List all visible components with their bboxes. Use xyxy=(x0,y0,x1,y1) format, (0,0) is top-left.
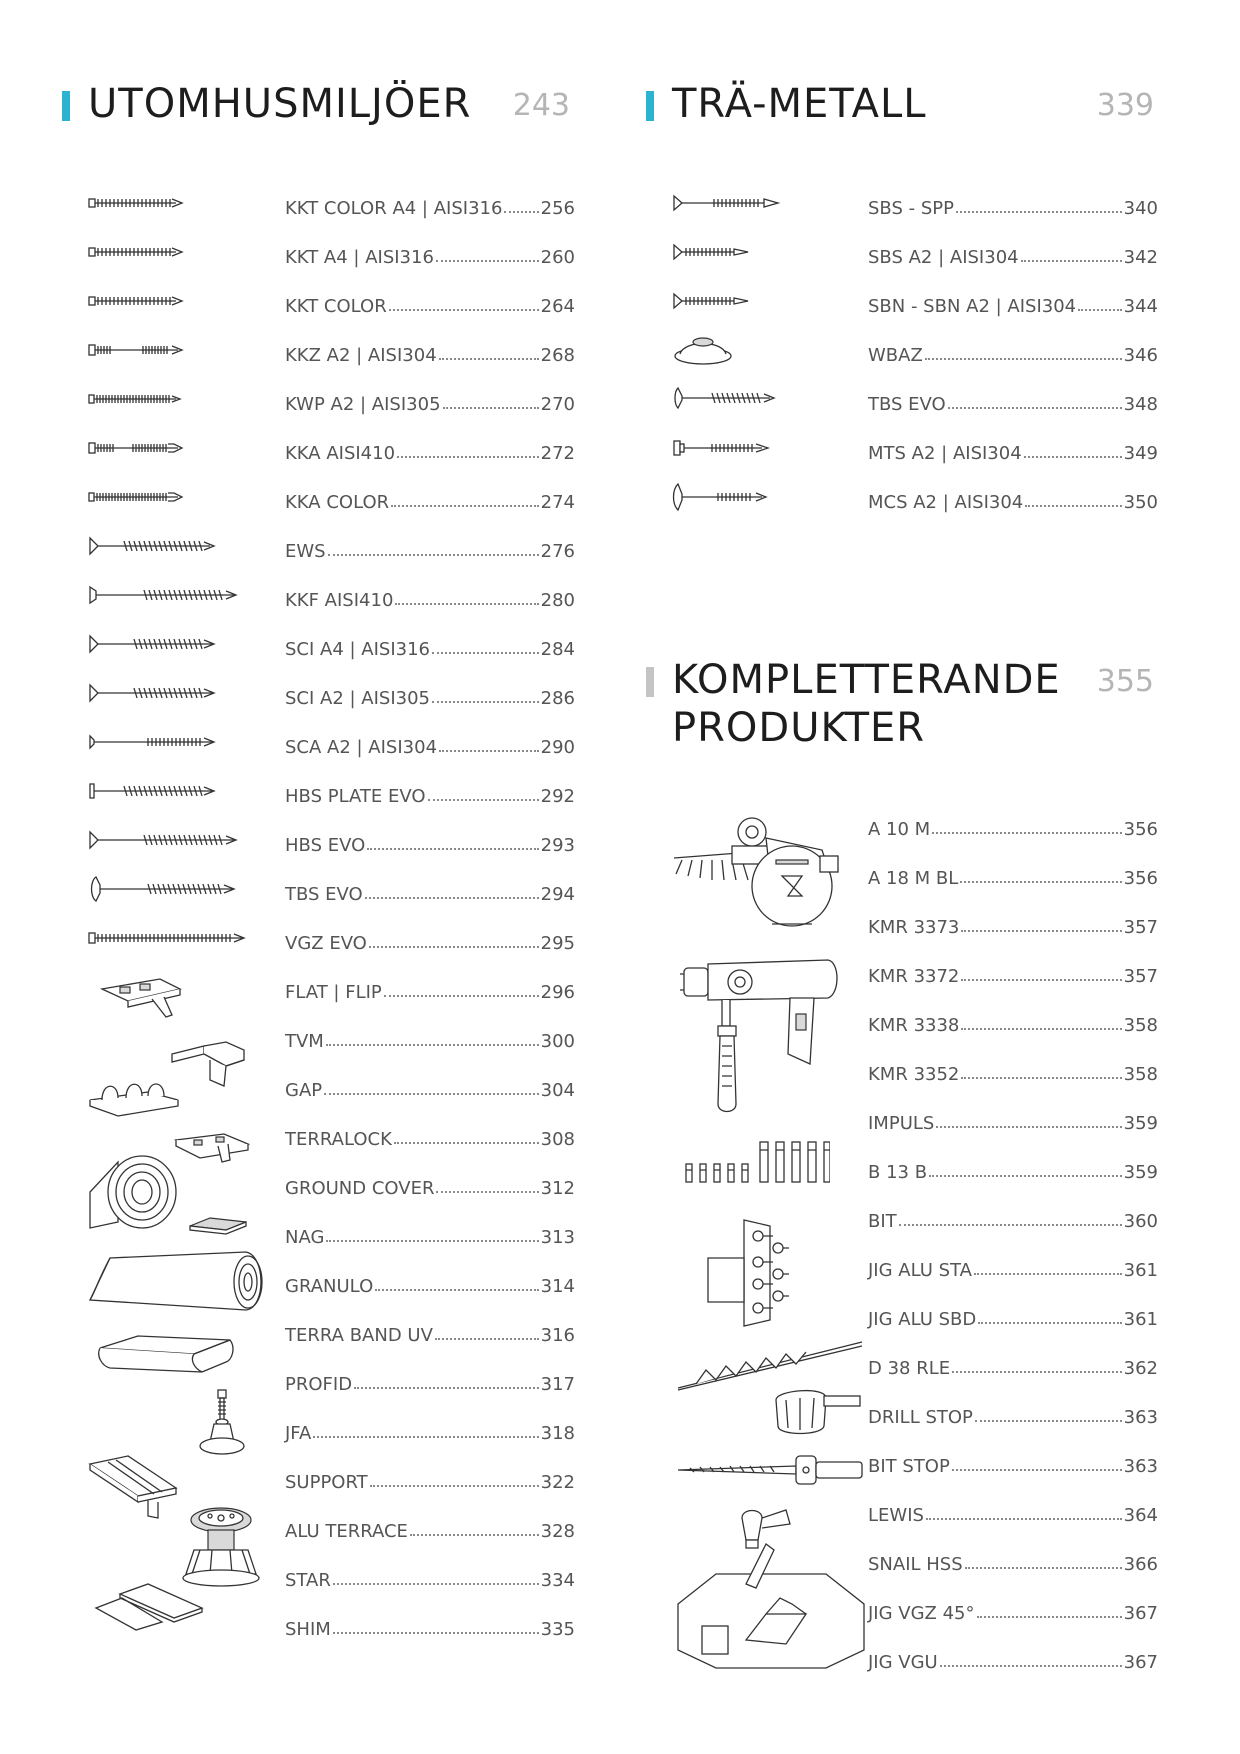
leader-dots xyxy=(974,1273,1122,1275)
leader-dots xyxy=(369,946,539,948)
toc-entry[interactable] xyxy=(285,826,575,856)
entry-page: 349 xyxy=(1123,443,1158,464)
entry-label: SBS - SPP xyxy=(868,198,954,219)
leader-dots xyxy=(410,1534,539,1536)
entry-page: 293 xyxy=(540,835,575,856)
section-page-number: 339 xyxy=(1096,88,1154,123)
toc-entry[interactable] xyxy=(285,1071,575,1101)
entry-label: EWS xyxy=(285,541,326,562)
entry-label: TBS EVO xyxy=(285,884,363,905)
toc-entry[interactable] xyxy=(285,1463,575,1493)
entry-page: 342 xyxy=(1123,247,1158,268)
entry-label: KKA AISI410 xyxy=(285,443,396,464)
toc-entry[interactable] xyxy=(285,1316,575,1346)
entry-page: 300 xyxy=(540,1031,575,1052)
entry-label: TBS EVO xyxy=(868,394,946,415)
entry-page: 313 xyxy=(540,1227,575,1248)
screw-sci-icon xyxy=(88,683,218,703)
entry-label: JIG VGZ 45° xyxy=(868,1603,975,1624)
leader-dots xyxy=(975,1420,1122,1422)
section-title: KOMPLETTERANDE PRODUKTER xyxy=(672,657,1061,751)
leader-dots xyxy=(443,407,539,409)
toc-entry[interactable] xyxy=(868,908,1158,938)
toc-entry[interactable] xyxy=(285,189,575,219)
entry-page: 314 xyxy=(540,1276,575,1297)
toc-entry[interactable] xyxy=(285,777,575,807)
entry-page: 276 xyxy=(540,541,575,562)
leader-dots xyxy=(940,1665,1122,1667)
entry-list xyxy=(285,0,575,1754)
leader-dots xyxy=(328,554,539,556)
leader-dots xyxy=(394,1142,539,1144)
leader-dots xyxy=(326,1240,538,1242)
entry-label: KKA COLOR xyxy=(285,492,390,513)
toc-entry[interactable] xyxy=(868,1496,1158,1526)
entry-page: 292 xyxy=(540,786,575,807)
screw-kkt-icon xyxy=(88,245,184,259)
gap-clip-icon xyxy=(88,1078,180,1118)
entry-label: MTS A2 | AISI304 xyxy=(868,443,1022,464)
entry-label: KMR 3373 xyxy=(868,917,960,938)
toc-entry[interactable] xyxy=(285,1512,575,1542)
leader-dots xyxy=(365,897,539,899)
toc-entry[interactable] xyxy=(868,810,1158,840)
entry-page: 358 xyxy=(1123,1064,1158,1085)
entry-page: 367 xyxy=(1123,1603,1158,1624)
screw-kka-color-icon xyxy=(88,490,184,504)
leader-dots xyxy=(961,1077,1121,1079)
entry-page: 363 xyxy=(1123,1407,1158,1428)
jfa-profile-icon xyxy=(88,1454,178,1520)
entry-label: GRANULO xyxy=(285,1276,374,1297)
entry-page: 340 xyxy=(1123,198,1158,219)
entry-label: KKT COLOR A4 | AISI316 xyxy=(285,198,503,219)
entry-label: HBS EVO xyxy=(285,835,366,856)
leader-dots xyxy=(961,979,1121,981)
star-shim-icon xyxy=(92,1582,204,1632)
leader-dots xyxy=(436,1191,538,1193)
toc-entry[interactable] xyxy=(285,581,575,611)
section-page-number: 243 xyxy=(512,88,570,123)
entry-label: BIT STOP xyxy=(868,1456,950,1477)
toc-entry[interactable] xyxy=(285,924,575,954)
entry-page: 280 xyxy=(540,590,575,611)
leader-dots xyxy=(439,750,539,752)
leader-dots xyxy=(326,1044,539,1046)
toc-entry[interactable] xyxy=(285,1267,575,1297)
entry-page: 356 xyxy=(1123,819,1158,840)
screw-sci-icon xyxy=(88,634,218,654)
entry-page: 363 xyxy=(1123,1456,1158,1477)
toc-entry[interactable] xyxy=(285,1561,575,1591)
entry-page: 359 xyxy=(1123,1162,1158,1183)
entry-label: SHIM xyxy=(285,1619,331,1640)
entry-label: DRILL STOP xyxy=(868,1407,973,1428)
entry-page: 264 xyxy=(540,296,575,317)
screwdriver-attachment-icon xyxy=(672,816,842,928)
screw-ews-icon xyxy=(88,536,218,556)
entry-page: 335 xyxy=(540,1619,575,1640)
screw-vgz-evo-icon xyxy=(88,930,248,946)
toc-entry[interactable] xyxy=(868,859,1158,889)
section-accent-bar xyxy=(646,91,654,121)
entry-page: 364 xyxy=(1123,1505,1158,1526)
screw-sca-icon xyxy=(88,732,218,752)
jig-vgz-icon xyxy=(676,1504,866,1672)
entry-label: JIG ALU SBD xyxy=(868,1309,977,1330)
toc-entry[interactable] xyxy=(868,1398,1158,1428)
entry-page: 367 xyxy=(1123,1652,1158,1673)
entry-label: JIG ALU STA xyxy=(868,1260,972,1281)
leader-dots xyxy=(952,1469,1122,1471)
leader-dots xyxy=(375,1289,538,1291)
entry-page: 260 xyxy=(540,247,575,268)
entry-label: A 10 M xyxy=(868,819,931,840)
entry-page: 317 xyxy=(540,1374,575,1395)
entry-label: JIG VGU xyxy=(868,1652,938,1673)
entry-label: SNAIL HSS xyxy=(868,1554,963,1575)
flat-flip-clip-icon xyxy=(98,975,184,1021)
entry-page: 361 xyxy=(1123,1309,1158,1330)
jig-alu-icon xyxy=(704,1218,804,1328)
screw-tbs-evo-icon xyxy=(672,386,778,410)
entry-label: D 38 RLE xyxy=(868,1358,951,1379)
leader-dots xyxy=(929,1175,1122,1177)
drill-icon xyxy=(678,954,848,1116)
toc-entry[interactable] xyxy=(285,1365,575,1395)
entry-page: 334 xyxy=(540,1570,575,1591)
toc-entry[interactable] xyxy=(868,1594,1158,1624)
entry-page: 304 xyxy=(540,1080,575,1101)
toc-entry[interactable] xyxy=(868,1202,1158,1232)
screw-kkt-icon xyxy=(88,196,184,210)
entry-page: 358 xyxy=(1123,1015,1158,1036)
entry-page: 286 xyxy=(540,688,575,709)
leader-dots xyxy=(926,1518,1122,1520)
entry-label: TVM xyxy=(285,1031,324,1052)
toc-entry[interactable] xyxy=(868,1643,1158,1673)
entry-label: STAR xyxy=(285,1570,331,1591)
toc-entry[interactable] xyxy=(285,434,575,464)
entry-label: A 18 M BL xyxy=(868,868,959,889)
toc-entry[interactable] xyxy=(285,1610,575,1640)
entry-label: SUPPORT xyxy=(285,1472,368,1493)
leader-dots xyxy=(977,1616,1122,1618)
entry-page: 344 xyxy=(1123,296,1158,317)
toc-entry[interactable] xyxy=(285,1414,575,1444)
leader-dots xyxy=(961,930,1121,932)
entry-page: 362 xyxy=(1123,1358,1158,1379)
support-pedestal-icon xyxy=(178,1504,264,1590)
toc-entry[interactable] xyxy=(285,385,575,415)
toc-entry[interactable] xyxy=(868,957,1158,987)
entry-label: JFA xyxy=(285,1423,312,1444)
section-accent-bar xyxy=(646,667,654,697)
entry-label: FLAT | FLIP xyxy=(285,982,382,1003)
entry-label: NAG xyxy=(285,1227,325,1248)
toc-entry[interactable] xyxy=(285,483,575,513)
entry-page: 256 xyxy=(540,198,575,219)
toc-entry[interactable] xyxy=(285,287,575,317)
toc-entry[interactable] xyxy=(868,1153,1158,1183)
leader-dots xyxy=(367,848,538,850)
leader-dots xyxy=(978,1322,1121,1324)
toc-entry[interactable] xyxy=(285,1120,575,1150)
leader-dots xyxy=(389,309,539,311)
entry-label: PROFID xyxy=(285,1374,353,1395)
toc-entry[interactable] xyxy=(285,679,575,709)
toc-entry[interactable] xyxy=(868,1006,1158,1036)
entry-page: 328 xyxy=(540,1521,575,1542)
entry-label: MCS A2 | AISI304 xyxy=(868,492,1024,513)
entry-page: 274 xyxy=(540,492,575,513)
entry-page: 316 xyxy=(540,1325,575,1346)
entry-label: GROUND COVER xyxy=(285,1178,435,1199)
granulo-mat-icon xyxy=(88,1250,268,1316)
entry-page: 268 xyxy=(540,345,575,366)
nag-pad-icon xyxy=(188,1214,248,1236)
leader-dots xyxy=(952,1371,1122,1373)
toc-entry[interactable] xyxy=(868,1251,1158,1281)
screw-sbn-icon xyxy=(672,292,752,310)
toc-entry[interactable] xyxy=(285,1022,575,1052)
entry-page: 356 xyxy=(1123,868,1158,889)
entry-list xyxy=(868,0,1158,1754)
entry-label: KKT COLOR xyxy=(285,296,387,317)
screw-mcs-icon xyxy=(672,482,772,512)
entry-page: 272 xyxy=(540,443,575,464)
drill-stop-icon xyxy=(676,1452,866,1488)
entry-page: 270 xyxy=(540,394,575,415)
entry-label: KKT A4 | AISI316 xyxy=(285,247,434,268)
entry-page: 350 xyxy=(1123,492,1158,513)
screw-kwp-icon xyxy=(88,392,184,406)
toc-entry[interactable] xyxy=(868,1055,1158,1085)
leader-dots xyxy=(435,1338,539,1340)
section-title: UTOMHUSMILJÖER xyxy=(88,81,472,127)
leader-dots xyxy=(432,652,539,654)
screw-kkf-icon xyxy=(88,585,240,605)
terra-band-roll-icon xyxy=(98,1334,234,1374)
entry-page: 357 xyxy=(1123,917,1158,938)
toc-entry[interactable] xyxy=(285,875,575,905)
entry-label: VGZ EVO xyxy=(285,933,367,954)
leader-dots xyxy=(333,1632,539,1634)
tvm-bracket-icon xyxy=(170,1040,250,1090)
screw-kka-icon xyxy=(88,441,184,455)
section-accent-bar xyxy=(62,91,70,121)
entry-label: TERRALOCK xyxy=(285,1129,392,1150)
entry-label: SCA A2 | AISI304 xyxy=(285,737,438,758)
entry-page: 359 xyxy=(1123,1113,1158,1134)
toc-entry[interactable] xyxy=(285,728,575,758)
toc-entry[interactable] xyxy=(868,1447,1158,1477)
toc-entry[interactable] xyxy=(285,1169,575,1199)
entry-page: 295 xyxy=(540,933,575,954)
screw-sbs-a2-icon xyxy=(672,243,752,261)
entry-label: SCI A2 | AISI305 xyxy=(285,688,431,709)
entry-page: 322 xyxy=(540,1472,575,1493)
entry-label: WBAZ xyxy=(868,345,923,366)
entry-page: 296 xyxy=(540,982,575,1003)
leader-dots xyxy=(333,1583,539,1585)
leader-dots xyxy=(504,211,538,213)
entry-label: KKZ A2 | AISI304 xyxy=(285,345,437,366)
entry-page: 284 xyxy=(540,639,575,660)
leader-dots xyxy=(432,701,539,703)
toc-entry[interactable] xyxy=(285,630,575,660)
screw-sbs-spp-icon xyxy=(672,194,782,212)
section-page-number: 355 xyxy=(1096,664,1154,699)
toc-entry[interactable] xyxy=(868,1104,1158,1134)
screw-kkz-icon xyxy=(88,343,184,357)
entry-label: TERRA BAND UV xyxy=(285,1325,433,1346)
toc-entry[interactable] xyxy=(868,1349,1158,1379)
section-title: TRÄ-METALL xyxy=(672,81,927,127)
toc-entry[interactable] xyxy=(868,1300,1158,1330)
entry-page: 348 xyxy=(1123,394,1158,415)
leader-dots xyxy=(313,1436,538,1438)
screw-kkt-icon xyxy=(88,294,184,308)
auger-drill-bit-icon xyxy=(676,1340,866,1436)
entry-label: KMR 3352 xyxy=(868,1064,960,1085)
entry-page: 308 xyxy=(540,1129,575,1150)
entry-label: BIT xyxy=(868,1211,897,1232)
entry-page: 290 xyxy=(540,737,575,758)
entry-label: HBS PLATE EVO xyxy=(285,786,426,807)
toc-entry[interactable] xyxy=(285,1218,575,1248)
screw-hbs-plate-icon xyxy=(88,781,218,801)
leader-dots xyxy=(397,456,539,458)
leader-dots xyxy=(395,603,538,605)
entry-label: KKF AISI410 xyxy=(285,590,394,611)
entry-page: 366 xyxy=(1123,1554,1158,1575)
bit-set-icon xyxy=(680,1140,830,1188)
washer-wbaz-icon xyxy=(672,330,734,366)
entry-label: KMR 3338 xyxy=(868,1015,960,1036)
ground-cover-roll-icon xyxy=(88,1152,180,1232)
toc-entry[interactable] xyxy=(285,336,575,366)
leader-dots xyxy=(354,1387,539,1389)
entry-label: SCI A4 | AISI316 xyxy=(285,639,431,660)
entry-label: IMPULS xyxy=(868,1113,935,1134)
leader-dots xyxy=(439,358,539,360)
toc-entry[interactable] xyxy=(868,1545,1158,1575)
entry-page: 360 xyxy=(1123,1211,1158,1232)
leader-dots xyxy=(899,1224,1122,1226)
entry-page: 312 xyxy=(540,1178,575,1199)
toc-entry[interactable] xyxy=(285,973,575,1003)
entry-label: B 13 B xyxy=(868,1162,928,1183)
terralock-clip-icon xyxy=(174,1132,250,1168)
leader-dots xyxy=(391,505,539,507)
leader-dots xyxy=(960,881,1121,883)
leader-dots xyxy=(961,1028,1121,1030)
entry-page: 346 xyxy=(1123,345,1158,366)
leader-dots xyxy=(436,260,539,262)
toc-entry[interactable] xyxy=(285,238,575,268)
entry-page: 294 xyxy=(540,884,575,905)
entry-label: SBS A2 | AISI304 xyxy=(868,247,1019,268)
entry-label: GAP xyxy=(285,1080,323,1101)
profid-spacer-icon xyxy=(196,1388,250,1458)
leader-dots xyxy=(324,1093,539,1095)
screw-tbs-evo-icon xyxy=(88,875,240,903)
screw-mts-icon xyxy=(672,438,772,458)
screw-hbs-evo-icon xyxy=(88,830,240,850)
entry-label: KWP A2 | AISI305 xyxy=(285,394,441,415)
entry-page: 357 xyxy=(1123,966,1158,987)
leader-dots xyxy=(965,1567,1122,1569)
entry-label: SBN - SBN A2 | AISI304 xyxy=(868,296,1077,317)
entry-label: KMR 3372 xyxy=(868,966,960,987)
toc-entry[interactable] xyxy=(285,532,575,562)
entry-page: 318 xyxy=(540,1423,575,1444)
leader-dots xyxy=(384,995,539,997)
entry-label: ALU TERRACE xyxy=(285,1521,408,1542)
leader-dots xyxy=(932,832,1121,834)
entry-label: LEWIS xyxy=(868,1505,924,1526)
leader-dots xyxy=(936,1126,1121,1128)
leader-dots xyxy=(428,799,539,801)
leader-dots xyxy=(370,1485,539,1487)
entry-page: 361 xyxy=(1123,1260,1158,1281)
